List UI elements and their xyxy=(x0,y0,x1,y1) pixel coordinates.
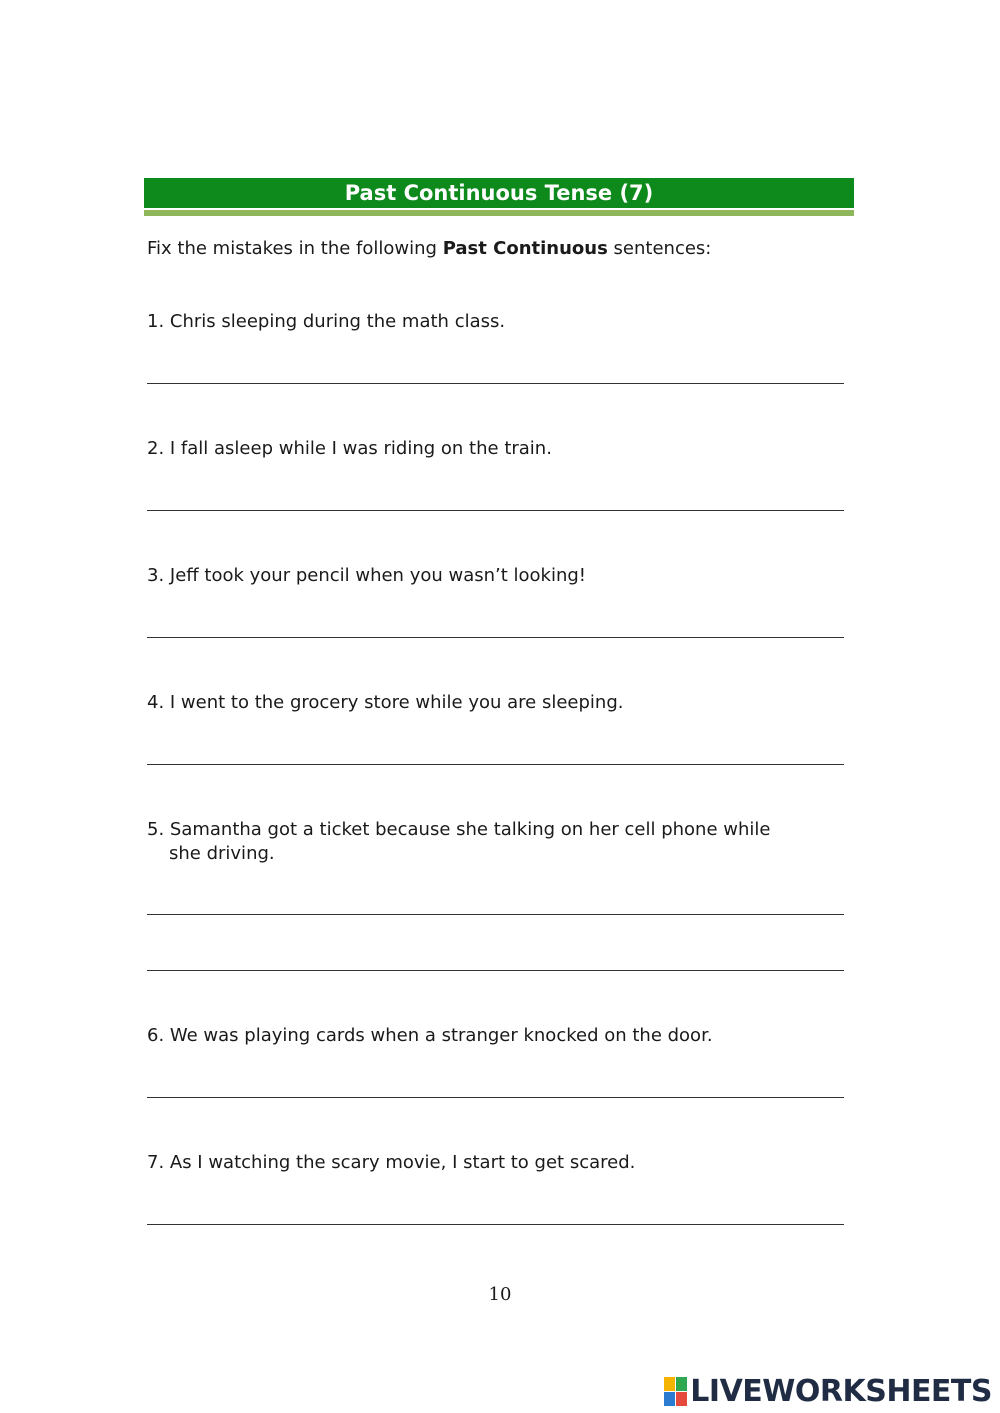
page-title: Past Continuous Tense (7) xyxy=(144,178,854,208)
answer-line-1[interactable] xyxy=(147,383,844,384)
instructions-suffix: sentences: xyxy=(607,238,712,259)
liveworksheets-logo[interactable] xyxy=(664,1374,992,1409)
answer-line-4[interactable] xyxy=(147,764,844,765)
question-5-line-2: she driving. xyxy=(169,843,275,864)
answer-line-5a[interactable] xyxy=(147,914,844,915)
question-5-line-1: 5. Samantha got a ticket because she talking on her cell phone while xyxy=(147,819,771,840)
instructions-prefix: Fix the mistakes in the following xyxy=(147,238,443,259)
instructions-bold: Past Continuous xyxy=(442,238,608,259)
answer-line-6[interactable] xyxy=(147,1097,844,1098)
page-number: 10 xyxy=(488,1284,512,1305)
instructions xyxy=(147,238,711,259)
answer-line-7[interactable] xyxy=(147,1224,844,1225)
question-6: 6. We was playing cards when a stranger knocked on the door. xyxy=(147,1025,713,1046)
question-4: 4. I went to the grocery store while you are sleeping. xyxy=(147,692,624,713)
question-7: 7. As I watching the scary movie, I start to get scared. xyxy=(147,1152,636,1173)
title-underline xyxy=(144,210,854,216)
logo-text: LIVEWORKSHEETS xyxy=(690,1374,992,1409)
question-2: 2. I fall asleep while I was riding on the train. xyxy=(147,438,552,459)
question-1: 1. Chris sleeping during the math class. xyxy=(147,311,506,332)
answer-line-3[interactable] xyxy=(147,637,844,638)
question-5 xyxy=(147,818,847,866)
question-3: 3. Jeff took your pencil when you wasn’t looking! xyxy=(147,565,587,586)
answer-line-5b[interactable] xyxy=(147,970,844,971)
answer-line-2[interactable] xyxy=(147,510,844,511)
liveworksheets-logo-icon xyxy=(664,1377,688,1407)
